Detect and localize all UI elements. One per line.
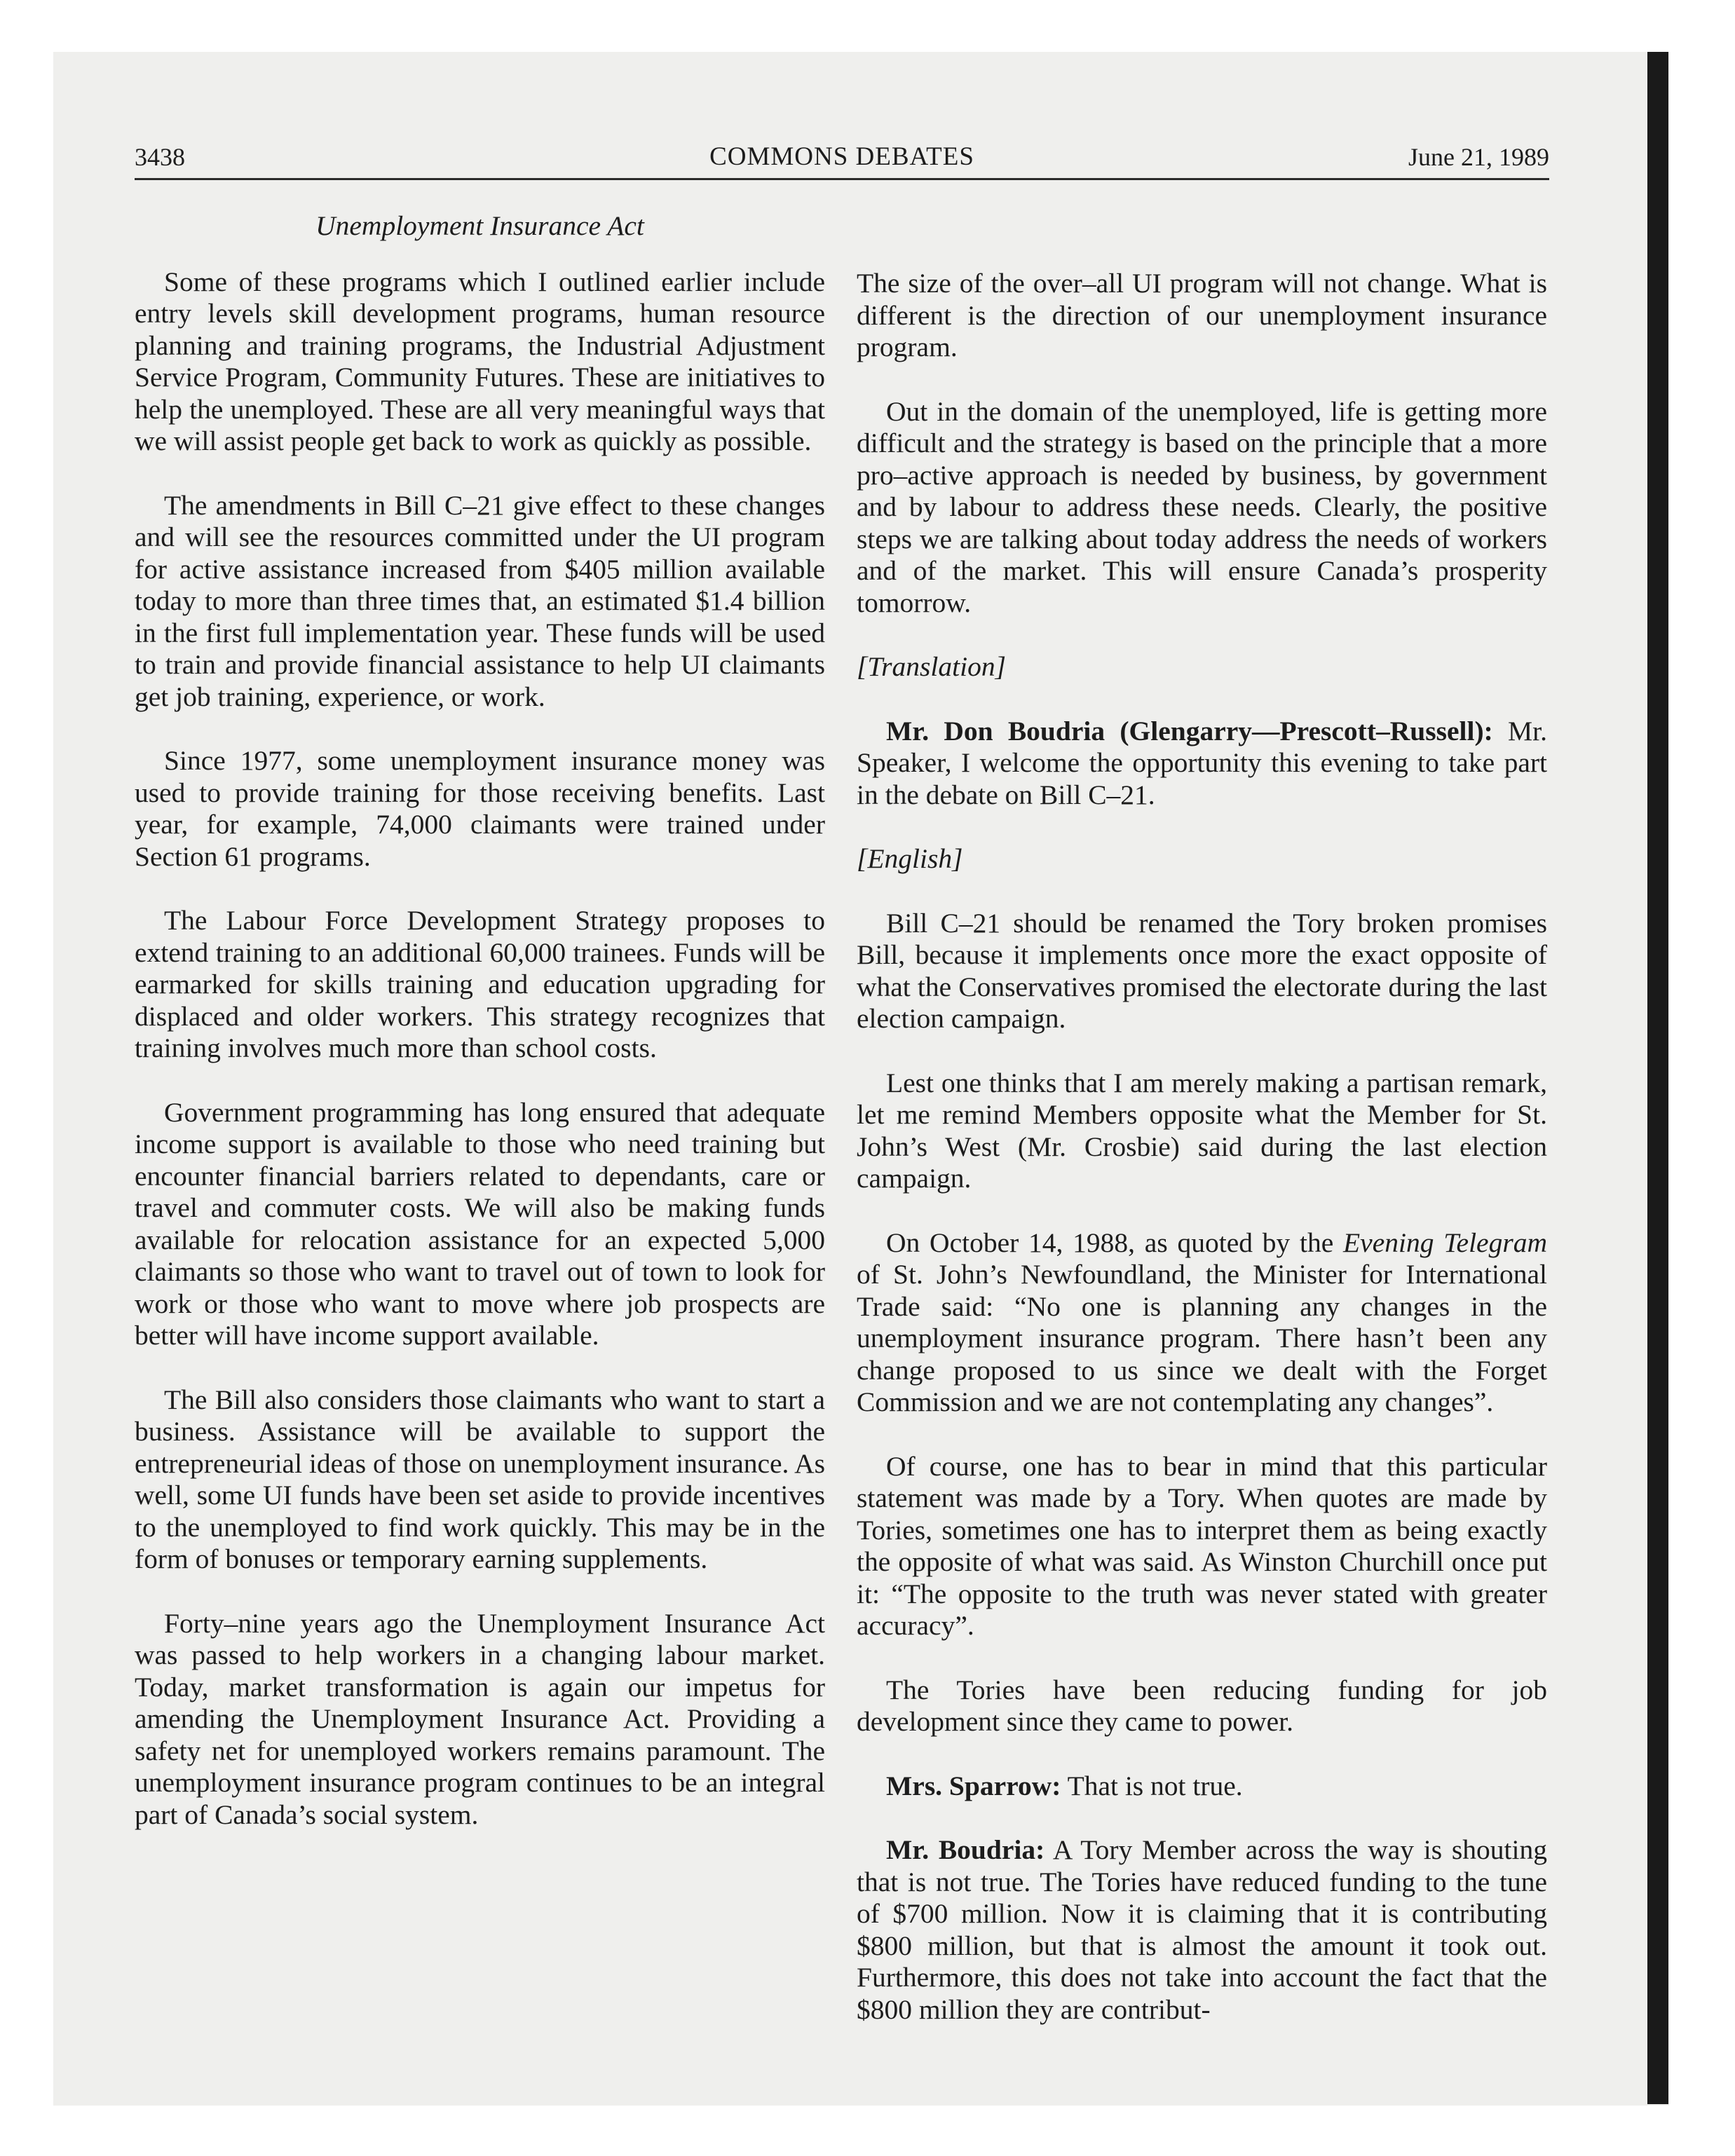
- section-heading: Unemployment Insurance Act: [315, 210, 644, 241]
- paragraph: Lest one thinks that I am merely making a partisan remark, let me remind Members opposite what the Member for St. John’s West (Mr. Crosbie) said during the last election campaign.: [857, 1067, 1547, 1194]
- speech-paragraph: [857, 716, 1547, 812]
- speech-text: Mr. Speaker, I welcome the opportunity this evening to take part in the debate on Bill C–21.: [857, 715, 1547, 810]
- paragraph-text: On October 14, 1988, as quoted by the: [886, 1227, 1344, 1258]
- paragraph: The Tories have been reducing funding for job development since they came to power.: [857, 1674, 1547, 1737]
- page-number: 3438: [135, 143, 185, 171]
- speech-text: A Tory Member across the way is shouting that is not true. The Tories have reduced funding to the tune of $700 million. Now it is claiming that it is contributing $800 million, but that is almost the amount it took out. Furthermore, this does not take into account the fact that the $800 million they are contribut-: [857, 1834, 1548, 2025]
- paragraph: Some of these programs which I outlined earlier include entry levels skill development programs, human resource planning and training programs, the Industrial Adjustment Service Program, Community Futures. These are initiatives to help the unemployed. These are all very meaningful ways that we will assist people get back to work as quickly as possible.: [135, 266, 825, 456]
- publication-title: COMMONS DEBATES: [709, 142, 974, 171]
- speech-paragraph: [857, 1834, 1547, 2026]
- left-column: [135, 210, 825, 1863]
- newspaper-title: Evening Telegram: [1343, 1227, 1547, 1258]
- speech-paragraph: [857, 1770, 1547, 1803]
- speaker-name: Mr. Boudria:: [886, 1834, 1045, 1865]
- paragraph-text: of St. John’s Newfoundland, the Minister for International Trade said: “No one is planning any changes in the unemployment insurance program. There hasn’t been any change proposed to us since we dealt with the Forget Commission and we are not contemplating any changes”.: [857, 1259, 1547, 1417]
- language-tag: [English]: [857, 843, 963, 874]
- paragraph: The amendments in Bill C–21 give effect to these changes and will see the resources committed under the UI program for active assistance increased from $405 million available today to more than three times that, an estimated $1.4 billion in the first full implementation year. These funds will be used to train and provide financial assistance to help UI claimants get job training, experience, or work.: [135, 489, 825, 712]
- paragraph: Since 1977, some unemployment insurance money was used to provide training for those receiving benefits. Last year, for example, 74,000 claimants were trained under Section 61 programs.: [135, 745, 825, 872]
- translation-tag: [Translation]: [857, 651, 1006, 682]
- speaker-name: Mrs. Sparrow:: [886, 1770, 1061, 1801]
- right-column: [857, 268, 1547, 2058]
- header-rule: [135, 178, 1549, 180]
- scan-edge-bar: [1647, 52, 1668, 2104]
- paragraph: Of course, one has to bear in mind that this particular statement was made by a Tory. When quotes are made by Tories, sometimes one has to interpret them as being exactly the opposite of what was said. As Winston Churchill once put it: “The opposite to the truth was never stated with greater accuracy”.: [857, 1450, 1547, 1641]
- paragraph: The Labour Force Development Strategy proposes to extend training to an additional 60,000 trainees. Funds will be earmarked for skills training and education upgrading for displaced and older workers. This strategy recognizes that training involves much more than school costs.: [135, 905, 825, 1063]
- speech-text: That is not true.: [1061, 1770, 1243, 1801]
- paragraph: Out in the domain of the unemployed, life is getting more difficult and the strategy is based on the principle that a more pro–active approach is needed by business, by government and by labour to address these needs. Clearly, the positive steps we are talking about today address the needs of workers and of the market. This will ensure Canada’s prosperity tomorrow.: [857, 395, 1547, 618]
- page-header: [135, 137, 1549, 177]
- paragraph: Forty–nine years ago the Unemployment Insurance Act was passed to help workers in a changing labour market. Today, market transformation is again our impetus for amending the Unemployment Insurance Act. Providing a safety net for unemployed workers remains paramount. The unemployment insurance program continues to be an integral part of Canada’s social system.: [135, 1607, 825, 1830]
- paragraph: The Bill also considers those claimants who want to start a business. Assistance will be available to support the entrepreneurial ideas of those on unemployment insurance. As well, some UI funds have been set aside to provide incentives to the unemployed to find work quickly. This may be in the form of bonuses or temporary earning supplements.: [135, 1384, 826, 1574]
- page-date: June 21, 1989: [1408, 143, 1549, 171]
- speaker-name: Mr. Don Boudria (Glengarry—Prescott–Russell):: [886, 715, 1493, 746]
- paragraph: [857, 1227, 1547, 1419]
- paragraph: The size of the over–all UI program will not change. What is different is the direction of our unemployment insurance program.: [857, 268, 1547, 362]
- paragraph: Bill C–21 should be renamed the Tory broken promises Bill, because it implements once more the exact opposite of what the Conservatives promised the electorate during the last election campaign.: [857, 907, 1547, 1034]
- paragraph: Government programming has long ensured that adequate income support is available to those who need training but encounter financial barriers related to dependants, care or travel and commuter costs. We will also be making funds available for relocation assistance for an expected 5,000 claimants so those who want to travel out of town to look for work or those who want to move where job prospects are better will have income support available.: [135, 1096, 825, 1351]
